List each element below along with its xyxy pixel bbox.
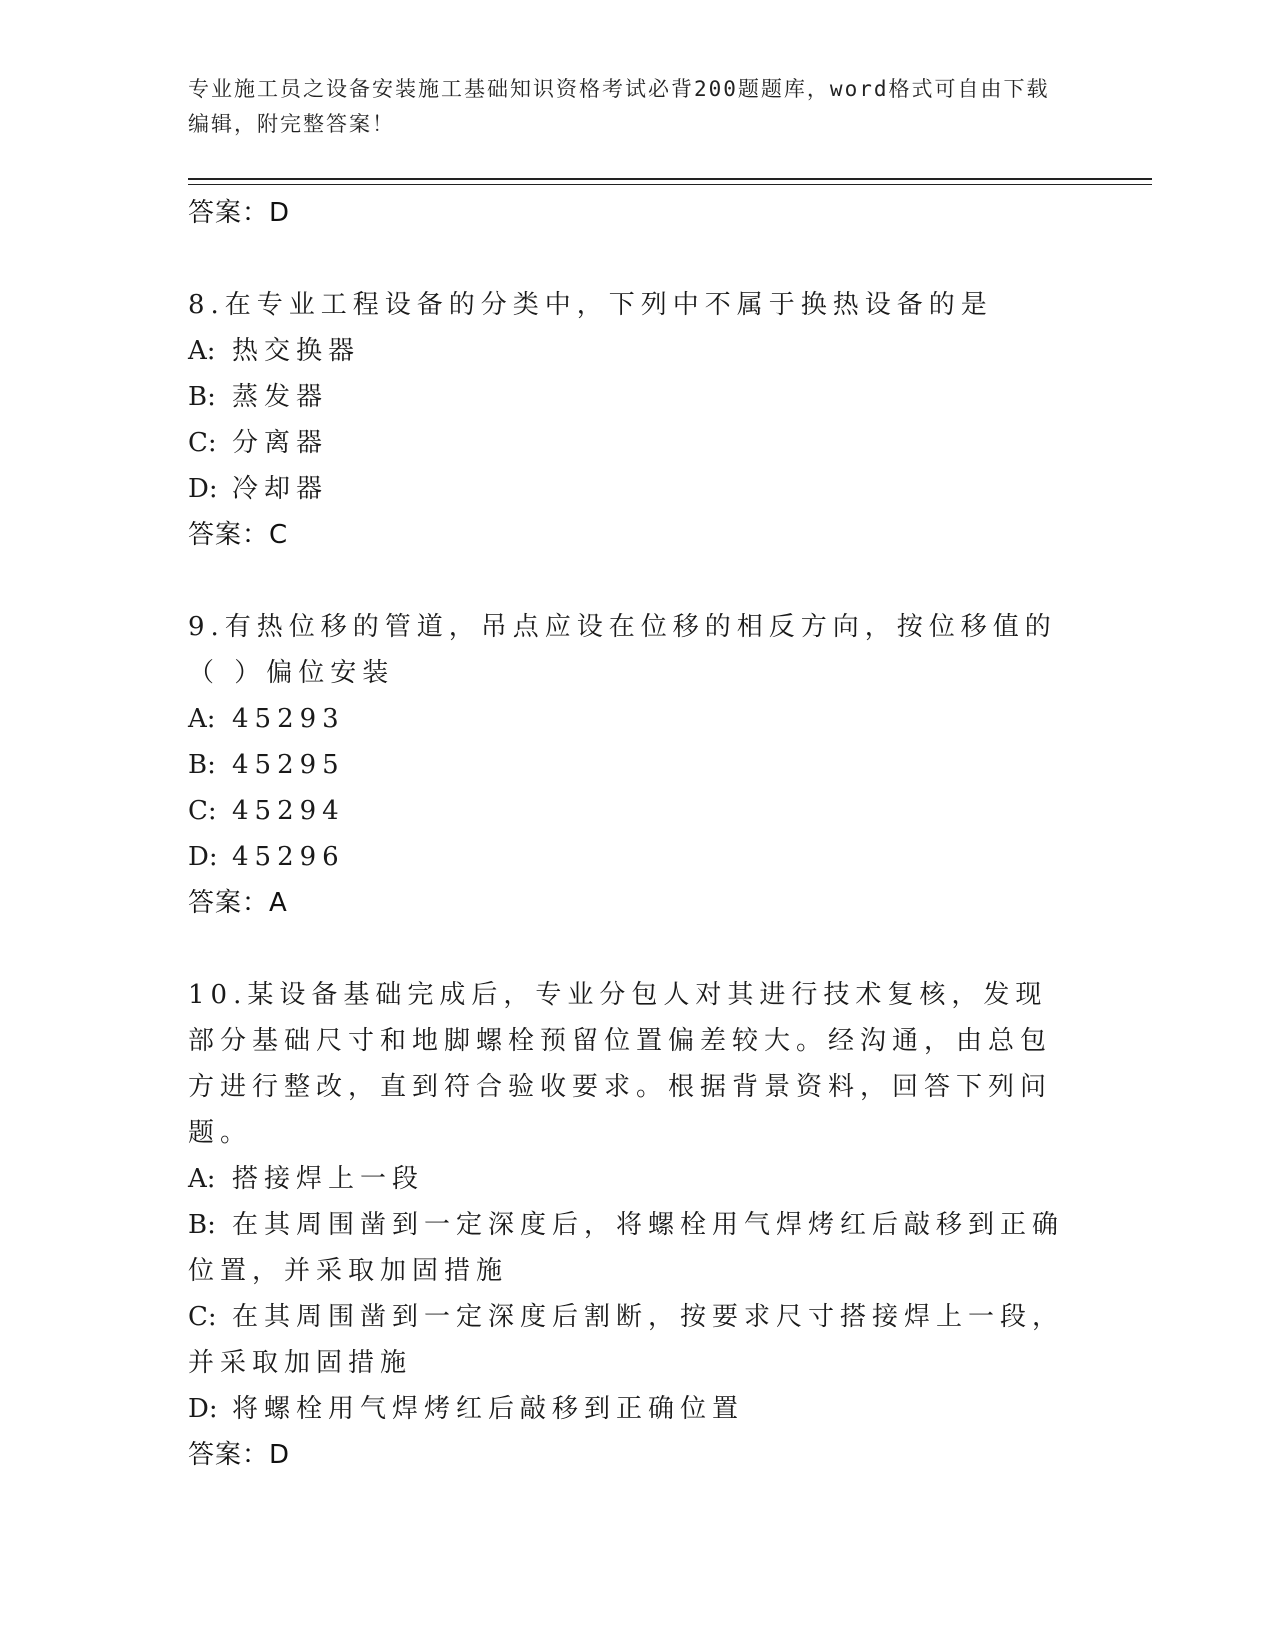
- option-c: [188, 1294, 1078, 1386]
- option-a: [188, 328, 1078, 374]
- option-b: [188, 742, 1078, 788]
- answer: 答案：A: [188, 888, 288, 918]
- option-d: [188, 466, 1078, 512]
- option-letter: D:: [188, 1394, 218, 1424]
- previous-answer: 答案：D: [188, 198, 291, 228]
- option-letter: C:: [188, 796, 217, 826]
- question-stem: 9.有热位移的管道，吊点应设在位移的相反方向，按位移值的（ ）偏位安装: [188, 612, 1057, 688]
- option-letter: C:: [188, 428, 217, 458]
- option-text: 45296: [232, 842, 345, 872]
- option-c: [188, 788, 1078, 834]
- option-text: 蒸发器: [232, 382, 329, 412]
- question-stem: 8.在专业工程设备的分类中，下列中不属于换热设备的是: [188, 290, 993, 320]
- option-letter: D:: [188, 842, 218, 872]
- option-letter: A:: [188, 704, 216, 734]
- question-stem: 10.某设备基础完成后，专业分包人对其进行技术复核，发现部分基础尺寸和地脚螺栓预留位置偏差较大。经沟通，由总包方进行整改，直到符合验收要求。根据背景资料，回答下列问题。: [188, 980, 1053, 1148]
- question-8: [188, 282, 1078, 558]
- answer: 答案：C: [188, 520, 289, 550]
- option-text: 在其周围凿到一定深度后，将螺栓用气焊烤红后敲移到正确位置，并采取加固措施: [188, 1210, 1065, 1286]
- option-text: 搭接焊上一段: [232, 1164, 425, 1194]
- question-10: [188, 972, 1078, 1478]
- option-letter: A:: [188, 336, 216, 366]
- header-rule-thin: [188, 184, 1152, 185]
- spacer: [188, 236, 1078, 282]
- option-text: 热交换器: [232, 336, 361, 366]
- option-letter: B:: [188, 750, 216, 780]
- option-text: 45293: [232, 704, 345, 734]
- answer: 答案：D: [188, 1440, 291, 1470]
- option-a: [188, 696, 1078, 742]
- document-header: 专业施工员之设备安装施工基础知识资格考试必背200题题库，word格式可自由下载编辑，附完整答案！: [188, 77, 1050, 136]
- option-text: 45295: [232, 750, 345, 780]
- option-letter: A:: [188, 1164, 216, 1194]
- option-text: 在其周围凿到一定深度后割断，按要求尺寸搭接焊上一段，并采取加固措施: [188, 1302, 1065, 1378]
- option-letter: D:: [188, 474, 218, 504]
- option-b: [188, 374, 1078, 420]
- option-letter: B:: [188, 1210, 216, 1240]
- option-text: 45294: [232, 796, 345, 826]
- option-d: [188, 834, 1078, 880]
- option-a: [188, 1156, 1078, 1202]
- option-letter: B:: [188, 382, 216, 412]
- option-text: 将螺栓用气焊烤红后敲移到正确位置: [232, 1394, 745, 1424]
- spacer: [188, 558, 1078, 604]
- option-b: [188, 1202, 1078, 1294]
- spacer: [188, 926, 1078, 972]
- header-rule: [188, 178, 1152, 180]
- question-9: [188, 604, 1078, 926]
- question-content: [188, 190, 1078, 1478]
- option-text: 分离器: [232, 428, 329, 458]
- option-letter: C:: [188, 1302, 217, 1332]
- option-d: [188, 1386, 1078, 1432]
- option-text: 冷却器: [232, 474, 329, 504]
- option-c: [188, 420, 1078, 466]
